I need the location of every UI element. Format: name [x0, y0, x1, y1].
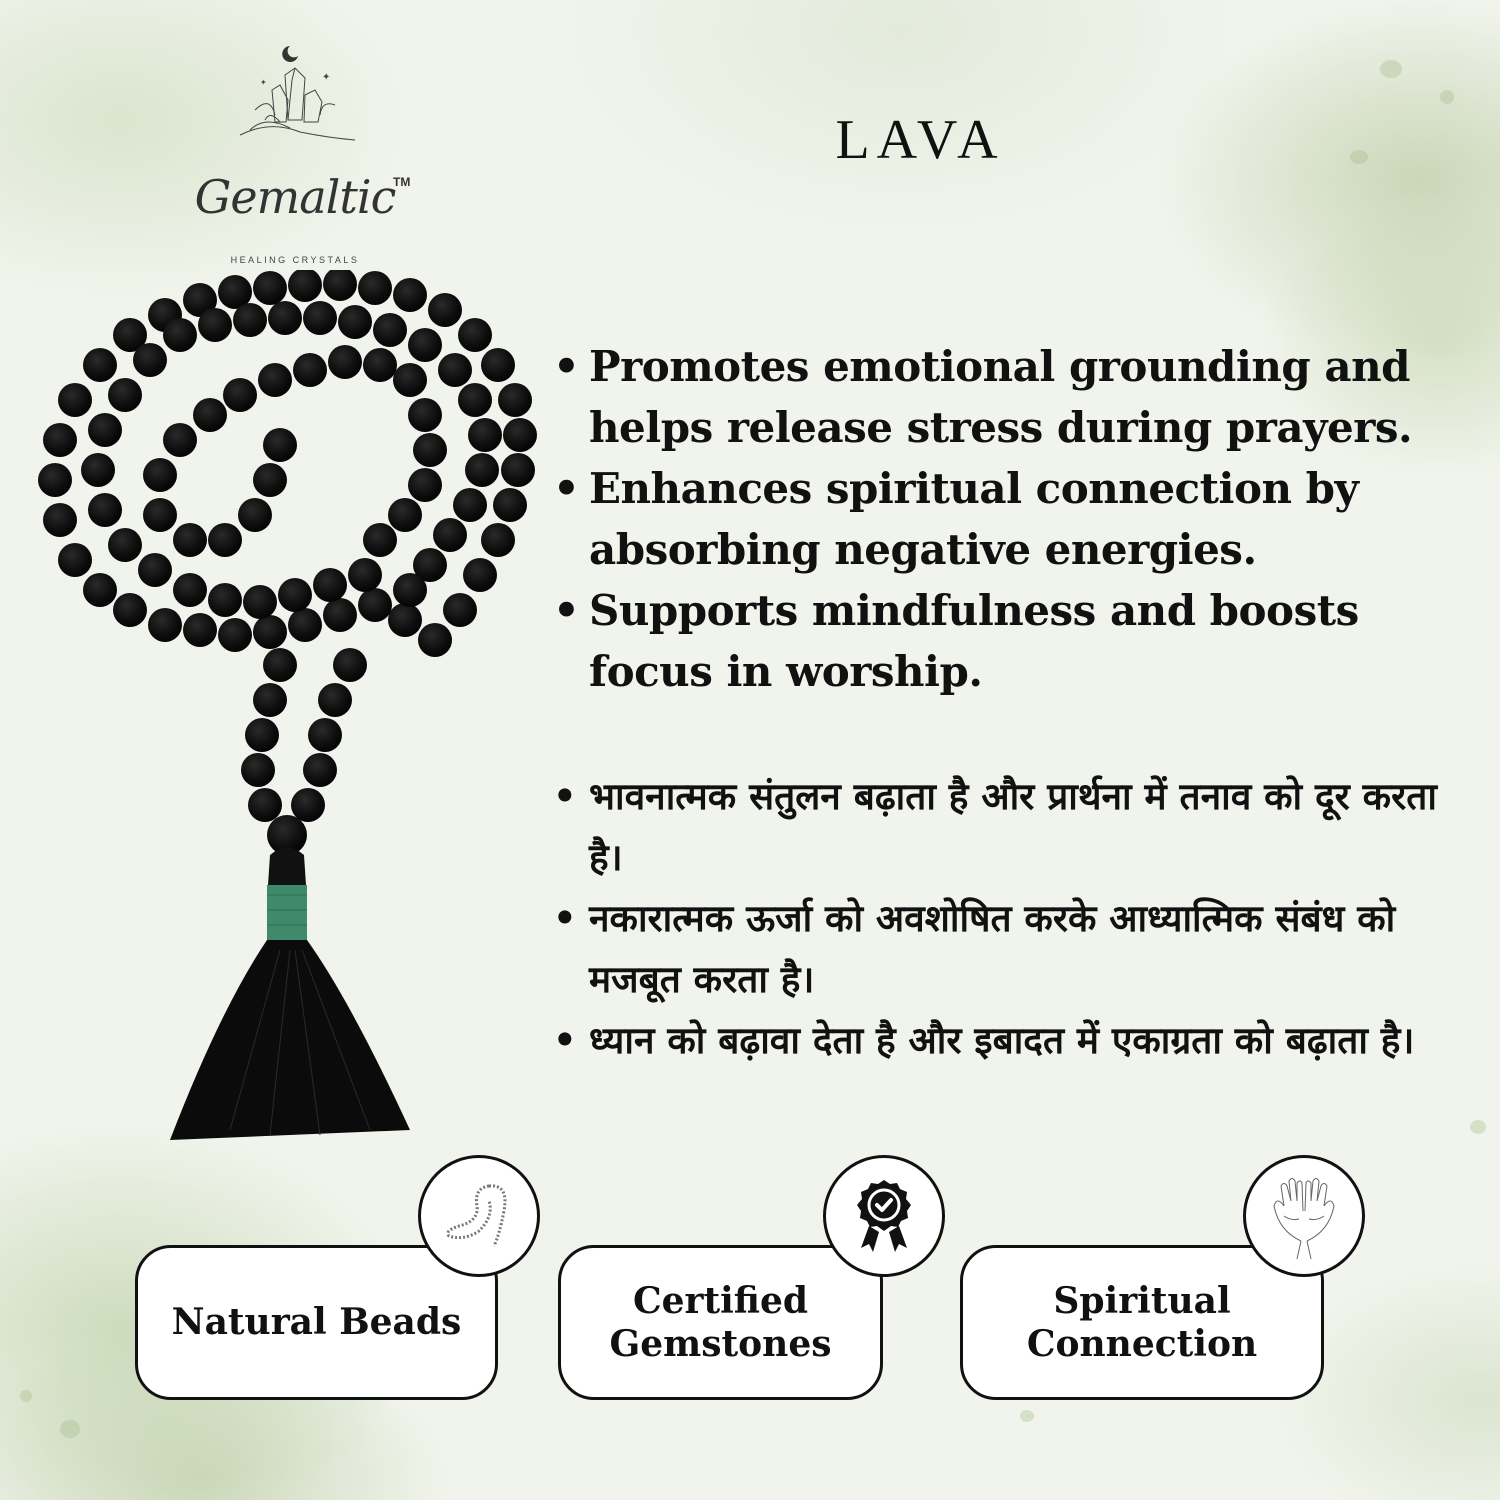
benefits-list-hindi	[553, 766, 1453, 1071]
benefit-item: • Supports mindfulness and boosts focus in worship.	[553, 580, 1453, 702]
trademark: TM	[393, 175, 411, 189]
watercolor-splat	[1440, 90, 1454, 104]
feature-label: Spiritual Connection	[1026, 1279, 1258, 1365]
crystal-hand-icon	[230, 40, 360, 170]
benefit-item: • Promotes emotional grounding and helps release stress during prayers.	[553, 336, 1453, 458]
watercolor-splat	[1470, 1120, 1486, 1134]
benefit-item-hindi: • भावनात्मक संतुलन बढ़ाता है और प्रार्थना में तनाव को दूर करता है।	[553, 766, 1453, 888]
certified-badge-icon	[823, 1155, 945, 1277]
feature-card-spiritual-connection	[960, 1245, 1324, 1400]
benefits-list-english	[553, 336, 1453, 702]
benefit-item-hindi: • ध्यान को बढ़ावा देता है और इबादत में एकाग्रता को बढ़ाता है।	[553, 1010, 1453, 1071]
brand-name: Gemaltic	[194, 170, 396, 224]
brand-tagline: HEALING CRYSTALS	[230, 255, 360, 265]
bead-chain-icon	[418, 1155, 540, 1277]
svg-text:✦: ✦	[322, 72, 331, 83]
svg-text:✦: ✦	[260, 78, 267, 87]
praying-hands-icon	[1243, 1155, 1365, 1277]
watercolor-splat	[60, 1420, 80, 1438]
benefit-item-hindi: • नकारात्मक ऊर्जा को अवशोषित करके आध्यात्मिक संबंध को मजबूत करता है।	[553, 888, 1453, 1010]
product-title: LAVA	[835, 109, 1005, 171]
tassel-wrap	[267, 885, 307, 940]
product-image	[30, 270, 550, 1170]
watercolor-splat	[20, 1390, 32, 1402]
feature-card-certified-gemstones	[558, 1245, 883, 1400]
watercolor-splat	[1350, 150, 1368, 164]
watercolor-splat	[1020, 1410, 1034, 1422]
benefit-item: • Enhances spiritual connection by absorbing negative energies.	[553, 458, 1453, 580]
feature-label: Certified Gemstones	[609, 1279, 832, 1365]
feature-label: Natural Beads	[171, 1301, 462, 1343]
feature-card-natural-beads	[135, 1245, 498, 1400]
brand-logo	[175, 40, 415, 265]
watercolor-splat	[1380, 60, 1402, 78]
lava-mala-image	[30, 270, 550, 1170]
